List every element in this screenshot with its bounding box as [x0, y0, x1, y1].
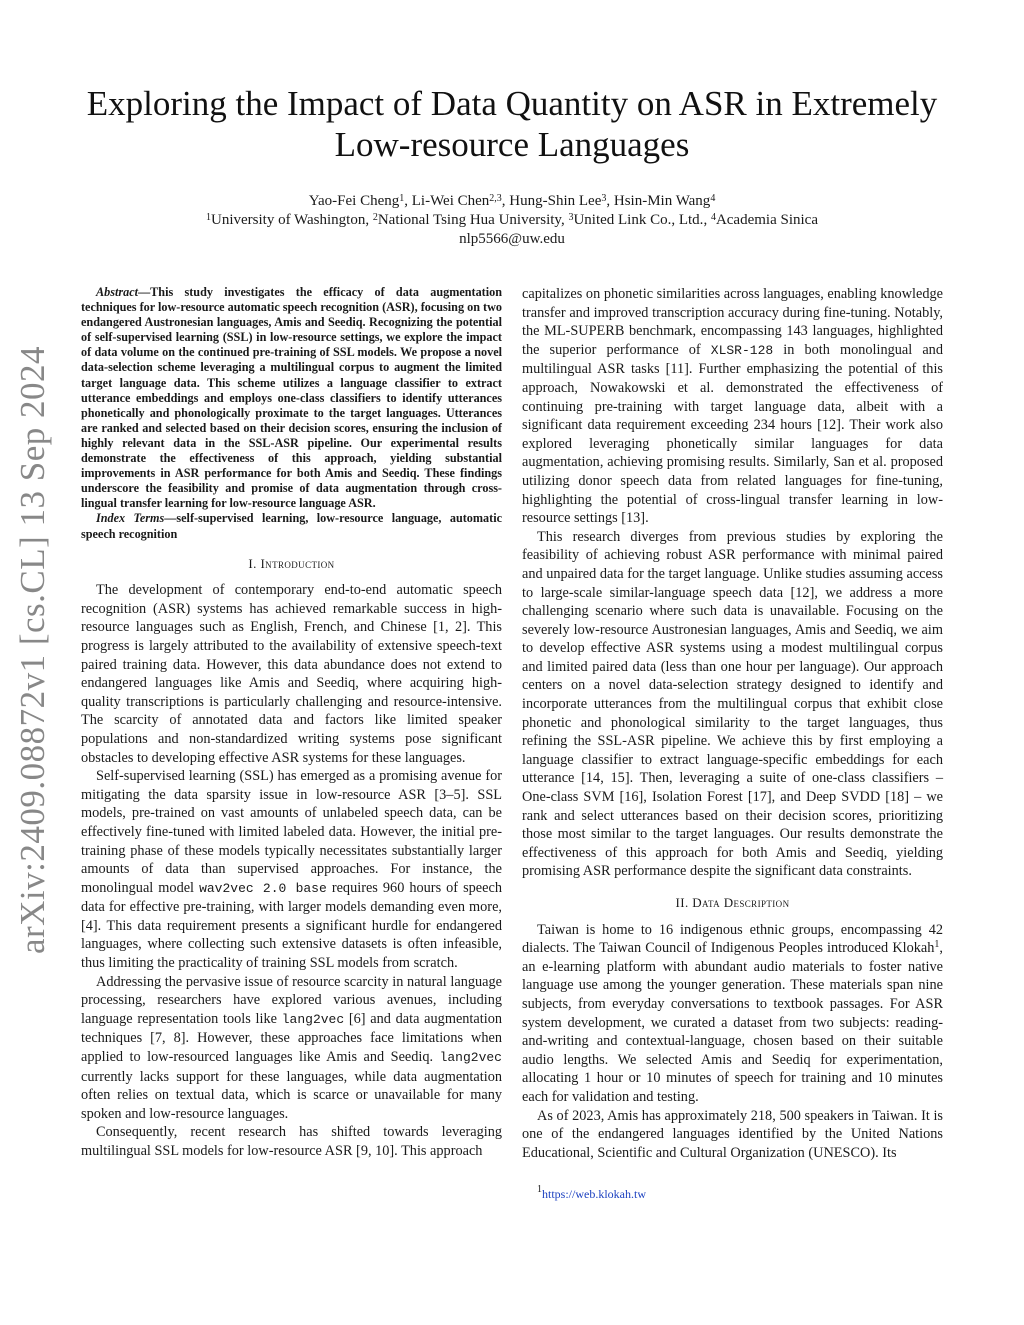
right-paragraph-2: This research diverges from previous studies by exploring the feasibility of achieving robust ASR performance with minimal paired and unpaired data for the target language. Unlike studies assuming access to large-scale similar-language speech data [12], we address a more challenging scenario where such data is unavailable. Focusing on the severely low-resource Austronesian languages, Amis and Seediq, we aim to develop effective ASR systems using a modest multilingual corpus and limited paired data (less than one hour per language). Our approach centers on a novel data-selection strategy designed to identify and incorporate utterances from the multilingual corpus that exhibit close phonetic and phonological similarity to the target languages, thus refining the SSL-ASR pipeline. We achieve this by first employing a language classifier to extract language-specific embeddings for each utterance [14, 15]. Then, leveraging a suite of one-class classifiers – One-class SVM [16], Isolation Forest [17], and Deep SVDD [18] – we rank and select utterances based on their decision scores, prioritizing those most similar to the target languages. Our results demonstrate the effectiveness of this approach for both Amis and Seediq, yielding promising ASR performance despite the significant data constraints. [522, 528, 943, 880]
index-terms-label: Index Terms [96, 511, 165, 526]
footnote [537, 1184, 646, 1202]
right-paragraph-1: capitalizes on phonetic similarities across languages, enabling knowledge transfer and improved transcription accuracy during fine-tuning. Notably, the ML-SUPERB benchmark, encompassing 143 languages, highlighted the superior performance of XLSR-128 in both monolingual and multilingual ASR tasks [11]. Further emphasizing the potential of this approach, Nowakowski et al. demonstrated the effectiveness of continuing pre-training with target language data, albeit with a significant data requirement exceeding 234 hours [12]. Their work also explored leveraging phonetically similar languages for data augmentation, achieving promising results. Similarly, San et al. proposed utilizing donor speech data from related languages for fine-tuning, highlighting the potential of cross-lingual transfer learning in low-resource settings [13]. [522, 286, 943, 527]
left-column [81, 285, 502, 1161]
intro-paragraph-1: The development of contemporary end-to-end automatic speech recognition (ASR) systems has achieved remarkable success in high-resource languages such as English, French, and Chinese [1, 2]. This progress is largely attributed to the availability of extensive speech-text paired training data. However, this data abundance does not extend to endangered languages like Amis and Seediq, where acquiring high-quality transcriptions is particularly challenging and resource-intensive. The scarcity of annotated data and factors like limited speaker populations and non-standardized writing systems pose significant obstacles to developing effective ASR systems for these languages. [81, 582, 502, 766]
data-paragraph-1: Taiwan is home to 16 indigenous ethnic groups, encompassing 42 dialects. The Taiwan Council of Indigenous Peoples introduced Klokah$^1$, an e-learning platform with abundant audio materials to foster native language use among the younger generation. These materials span nine subjects, from everyday conversations to textbook passages. For ASR system development, we curated a dataset from two subjects: reading-and-writing and contextual-language, chosen based on their suitable audio lengths. We selected Amis and Seediq for experimentation, allocating 1 hour or 10 minutes of speech for training and 10 minutes each for validation and testing. [522, 921, 943, 1105]
author-list: Yao-Fei Cheng$^1$, Li-Wei Chen$^{2,3}$, Hung-Shin Lee$^3$, Hsin-Min Wang$^4$ [308, 193, 716, 209]
code-span: lang2vec [439, 1050, 502, 1066]
author-name: Yao-Fei Cheng [308, 193, 400, 209]
intro-paragraph-2: Self-supervised learning (SSL) has emerged as a promising avenue for mitigating the data sparsity issue in low-resource ASR [3–5]. SSL models, pre-trained on vast amounts of unlabeled speech data, can be effectively fine-tuned with limited labeled data. However, the initial pre-training phase of these models typically necessitates substantially larger amounts of data than supervised approaches. For instance, the monolingual model wav2vec 2.0 base requires 960 hours of speech data for effective pre-training, with larger models demanding even more, [4]. This data requirement presents a significant hurdle for endangered languages, where collecting such extensive datasets is often infeasible, thus limiting the practicality of training SSL models from scratch. [81, 768, 502, 972]
section-heading-introduction: I. Introduction [248, 555, 335, 571]
code-span: lang2vec [281, 1011, 345, 1027]
affil-name: Academia Sinica [715, 212, 818, 228]
intro-paragraph-3: Addressing the pervasive issue of resource scarcity in natural language processing, researchers have explored various avenues, including language representation tools like lang2vec [6] and data augmentation techniques [7, 8]. However, these approaches face limitations when applied to low-resourced languages like Amis and Seediq. lang2vec currently lacks support for these languages, while data augmentation often relies on textual data, which is scarce or unavailable for many spoken and low-resource languages. [81, 973, 502, 1122]
data-paragraph-2: As of 2023, Amis has approximately 218, 500 speakers in Taiwan. It is one of the endangered languages identified by the United Nations Educational, Scientific and Cultural Organization (UNESCO). Its [522, 1107, 943, 1161]
intro-paragraph-4: Consequently, recent research has shifted towards leveraging multilingual SSL models for low-resource ASR [9, 10]. This approach [81, 1124, 502, 1159]
title-line-2: Low-resource Languages [334, 125, 690, 164]
affil-sup: 1 [206, 212, 211, 223]
arxiv-stamp-text: arXiv:2409.08872v1 [cs.CL] 13 Sep 2024 [13, 345, 53, 955]
affiliation-list: $^1$University of Washington, $^2$National Tsing Hua University, $^3$United Link Co., Ltd., $^4$Academia Sinica [206, 212, 818, 228]
right-column [522, 285, 943, 1162]
code-span: XLSR-128 [710, 342, 774, 358]
author-sup: 2,3 [489, 193, 502, 204]
affil-name: United Link Co., Ltd. [573, 212, 704, 228]
affil-sup: 4 [710, 212, 716, 223]
author-name: Hsin-Min Wang [613, 193, 711, 209]
affil-name: National Tsing Hua University [377, 212, 561, 228]
index-terms-text: —self-supervised learning, low-resource language, automatic speech recognition [81, 511, 502, 541]
paper-title [60, 83, 964, 165]
author-sup: 3 [601, 193, 607, 204]
abstract-text: —This study investigates the efficacy of data augmentation techniques for low-resource automatic speech recognition (ASR), focusing on two endangered Austronesian languages, Amis and Seediq. Recognizing the potential of self-supervised learning (SSL) in low-resource settings, we explore the impact of data volume on the continued pre-training of SSL models. We propose a novel data-selection scheme leveraging a multilingual corpus to augment the limited target language data. This scheme utilizes a language classifier to extract utterance embeddings and employs one-class classifiers to identify utterances phonetically and phonologically proximate to the target languages. Utterances are ranked and selected based on their decision scores, ensuring the inclusion of highly relevant data in the SSL-ASR pipeline. Our experimental results demonstrate the effectiveness of this approach, yielding substantial improvements in ASR performance for both Amis and Seediq. These findings underscore the feasibility and promise of data augmentation through cross-lingual transfer learning for low-resource language ASR. [81, 285, 502, 511]
author-name: Hung-Shin Lee [509, 193, 602, 209]
footnote-link[interactable]: https://web.klokah.tw [542, 1187, 646, 1201]
affil-sup: 3 [568, 212, 574, 223]
contact-email: nlp5566@uw.edu [459, 231, 565, 247]
footnote-number: 1 [537, 1184, 542, 1195]
author-name: Li-Wei Chen [411, 193, 490, 209]
author-sup: 4 [710, 193, 716, 204]
abstract-label: Abstract [96, 285, 138, 299]
code-span: wav2vec 2.0 base [199, 880, 327, 896]
author-sup: 1 [399, 193, 405, 204]
arxiv-stamp [8, 345, 58, 955]
affil-name: University of Washington [211, 212, 366, 228]
title-line-1: Exploring the Impact of Data Quantity on ASR in Extremely [86, 84, 938, 123]
paper-header [60, 83, 964, 249]
section-heading-data-description: II. Data Description [675, 895, 790, 910]
footnote-marker[interactable]: 1 [934, 939, 940, 951]
affil-sup: 2 [372, 212, 378, 223]
abstract [81, 285, 502, 542]
